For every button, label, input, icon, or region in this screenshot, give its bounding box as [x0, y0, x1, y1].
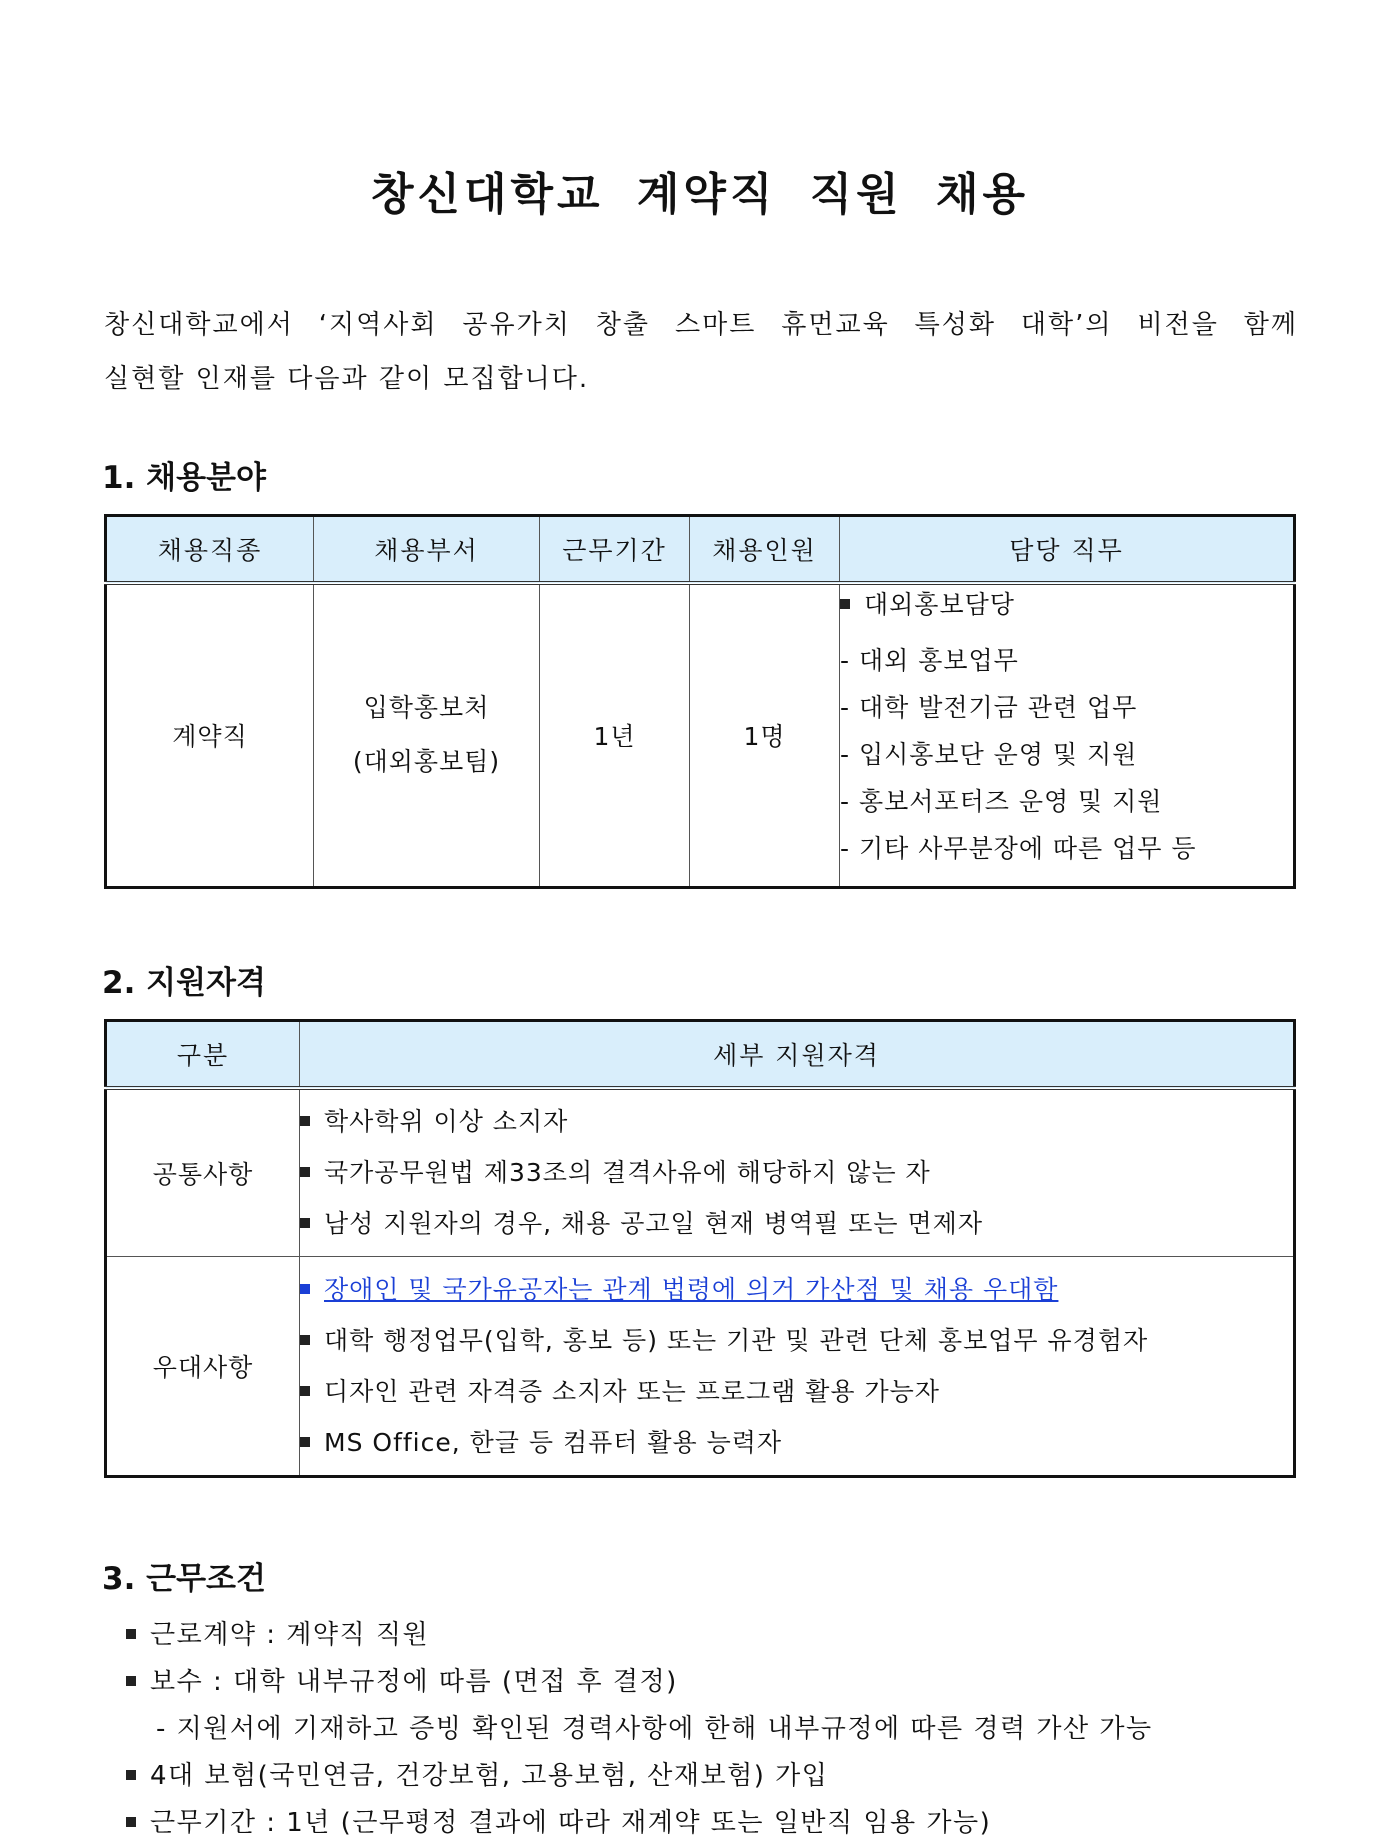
intro-line-2: 실현할 인재를 다음과 같이 모집합니다.: [104, 364, 590, 394]
table-row: [106, 1256, 1295, 1476]
cell-job-type: 계약직: [106, 583, 314, 887]
intro-paragraph: [104, 298, 1298, 406]
square-bullet-icon: [300, 1386, 310, 1396]
list-item: 디자인 관련 자격증 소지자 또는 프로그램 활용 가능자: [300, 1366, 1293, 1417]
list-item: 국가공무원법 제33조의 결격사유에 해당하지 않는 자: [300, 1147, 1293, 1198]
table-header-row: [106, 516, 1295, 584]
header-duty: 담당 직무: [840, 516, 1295, 584]
square-bullet-icon: [126, 1629, 136, 1639]
list-item: 대학 행정업무(입학, 홍보 등) 또는 기관 및 관련 단체 홍보업무 유경험자: [300, 1315, 1293, 1366]
header-headcount: 채용인원: [690, 516, 840, 584]
duty-item: - 홍보서포터즈 운영 및 지원: [840, 787, 1163, 816]
list-item: 학사학위 이상 소지자: [300, 1096, 1293, 1147]
cell-department: [314, 583, 540, 887]
preferred-link-item[interactable]: 장애인 및 국가유공자는 관계 법령에 의거 가산점 및 채용 우대함: [300, 1264, 1293, 1315]
document-title: 창신대학교 계약직 직원 채용: [370, 169, 1029, 220]
cell-period: 1년: [540, 583, 690, 887]
square-bullet-icon: [126, 1676, 136, 1686]
work-conditions-list: [126, 1612, 1153, 1847]
cell-preferred-items: [300, 1256, 1295, 1476]
cell-preferred-label: 우대사항: [106, 1256, 300, 1476]
cell-common-items: [300, 1088, 1295, 1256]
duty-item: - 대외 홍보업무: [840, 646, 1019, 675]
header-job-type: 채용직종: [106, 516, 314, 584]
list-item: 남성 지원자의 경우, 채용 공고일 현재 병역필 또는 면제자: [300, 1198, 1293, 1249]
duty-item: - 입시홍보단 운영 및 지원: [840, 740, 1138, 769]
cell-headcount: 1명: [690, 583, 840, 887]
department-name: 입학홍보처: [363, 693, 490, 723]
square-bullet-icon: [126, 1817, 136, 1827]
square-bullet-icon: [840, 599, 850, 609]
header-department: 채용부서: [314, 516, 540, 584]
square-bullet-icon: [300, 1116, 310, 1126]
intro-line-1: 창신대학교에서 ‘지역사회 공유가치 창출 스마트 휴먼교육 특성화 대학’의 비전을 함께: [104, 310, 1298, 340]
square-bullet-icon: [300, 1218, 310, 1228]
square-bullet-icon: [300, 1167, 310, 1177]
list-item: 4대 보험(국민연금, 건강보험, 고용보험, 산재보험) 가입: [126, 1753, 1153, 1800]
list-item: 보수 : 대학 내부규정에 따름 (면접 후 결정): [126, 1659, 1153, 1706]
list-item: MS Office, 한글 등 컴퓨터 활용 능력자: [300, 1417, 1293, 1468]
section-heading-qualifications: 2. 지원자격: [102, 965, 266, 1001]
header-detail: 세부 지원자격: [300, 1021, 1295, 1089]
recruitment-field-table: [104, 514, 1296, 889]
table-row: [106, 583, 1295, 887]
list-sub-item: - 지원서에 기재하고 증빙 확인된 경력사항에 한해 내부규정에 따른 경력 가산 가능: [156, 1714, 1153, 1744]
square-bullet-icon: [126, 1770, 136, 1780]
list-item: 근무기간 : 1년 (근무평정 결과에 따라 재계약 또는 일반직 임용 가능): [126, 1800, 1153, 1847]
department-team: (대외홍보팀): [352, 747, 501, 777]
list-item: 근로계약 : 계약직 직원: [126, 1612, 1153, 1659]
square-bullet-icon: [300, 1437, 310, 1447]
cell-duty: [840, 583, 1295, 887]
duty-item: - 대학 발전기금 관련 업무: [840, 693, 1138, 722]
section-heading-recruitment-field: 1. 채용분야: [102, 460, 266, 496]
duty-title: 대외홍보담당: [840, 585, 1293, 637]
square-bullet-icon: [300, 1284, 310, 1294]
header-period: 근무기간: [540, 516, 690, 584]
qualifications-table: [104, 1019, 1296, 1478]
table-header-row: [106, 1021, 1295, 1089]
header-category: 구분: [106, 1021, 300, 1089]
section-heading-work-conditions: 3. 근무조건: [102, 1561, 266, 1597]
duty-item: - 기타 사무분장에 따른 업무 등: [840, 834, 1197, 863]
square-bullet-icon: [300, 1335, 310, 1345]
cell-common-label: 공통사항: [106, 1088, 300, 1256]
table-row: [106, 1088, 1295, 1256]
